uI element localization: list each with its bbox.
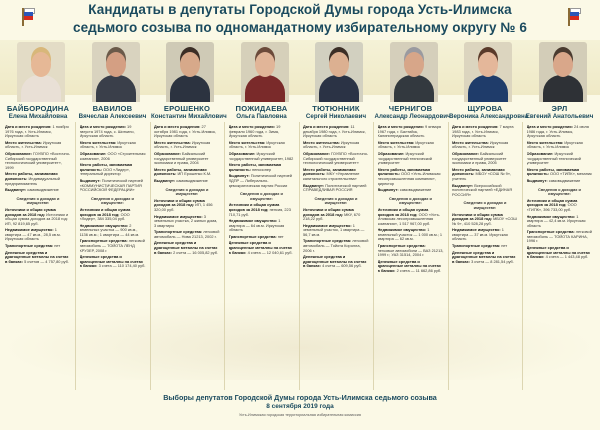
label-education: Образование: <box>228 150 256 156</box>
work-value: пенсионер <box>252 166 272 172</box>
residence-value: Иркутская область, г. Усть-Илимск <box>228 139 285 150</box>
income-section-title: Сведения о доходах и имуществе: <box>538 186 581 197</box>
nominated-value: самовыдвижение <box>176 177 208 183</box>
candidate-name: Сергей Николаевич <box>305 113 367 120</box>
vehicles-value: нет <box>501 243 508 249</box>
realty-value: 1 земельный участок — 1 000 кв.м.; 1 квартира — 62 кв.м. <box>377 227 443 242</box>
label-born: Дата и место рождения: <box>228 125 275 129</box>
label-nominated: Выдвинут: <box>228 173 250 179</box>
nominated-value: самовыдвижение <box>399 187 432 193</box>
realty-value: 1 квартира — 47 кв.м., 28,5 кв.м. Иркутская область <box>5 227 61 242</box>
money-value: 4 счета — 609,56 руб. <box>322 263 362 269</box>
born-value: 24 июля 1986 года, г. Усть-Илимск, Иркутская область <box>526 125 589 139</box>
page-title-line2: седьмого созыва по одномандатному избирательному округу № 6 <box>72 20 528 35</box>
vehicles-value: нет <box>277 233 284 239</box>
label-income: Источники и общая сумма доходов за 2018 год: <box>5 206 56 217</box>
label-money: Денежные средства и драгоценные металлы на счетах в банках: <box>79 254 143 269</box>
label-realty: Недвижимое имущество: <box>79 222 129 228</box>
residence-value: Иркутская область, г. Усть-Илимск <box>79 139 136 150</box>
candidate-photo <box>241 42 289 102</box>
label-residence: Место жительства: <box>228 139 266 145</box>
income-value: Источники и общая сумма доходов за 2018 год: ИП, 92 819,65 руб. <box>5 211 69 226</box>
candidate-photo <box>92 42 140 102</box>
label-education: Образование: <box>5 150 32 156</box>
candidate-photo <box>390 42 438 102</box>
footer-commission: Усть-Илимская городская территориальная избирательная комиссия <box>238 413 361 417</box>
realty-value: 3 земельных участка, 2 жилых дома, 3 квартиры <box>154 213 218 228</box>
realty-value: 1 квартира — 42,4 кв.м. Иркутская область <box>526 213 586 228</box>
born-value: 11 декабря 1980 года, г. Усть-Илимск, Иркутская область <box>303 125 366 139</box>
column-divider <box>373 122 374 390</box>
label-income: Источники и общая сумма доходов за 2018 год: <box>377 206 429 217</box>
label-realty: Недвижимое имущество: <box>526 213 576 219</box>
column-divider <box>522 122 523 390</box>
candidate-surname: ЩУРОВА <box>467 104 503 113</box>
label-education: Образование: <box>303 150 330 156</box>
income-section-title: Сведения о доходах и имуществе: <box>463 200 507 210</box>
label-born: Дата и место рождения: <box>526 125 573 129</box>
vehicles-value: легковой автомобиль — Тойота Королла, 2006 г. <box>303 238 369 253</box>
label-realty: Недвижимое имущество: <box>377 227 427 233</box>
education-value: Байкальский государственный университет экономики и права, 2004 <box>154 150 209 166</box>
education-value: Иркутский государственный технический университет <box>526 150 581 166</box>
work-value: ИП Ерошенко К.М. <box>177 171 212 177</box>
candidate-photo <box>315 42 363 102</box>
label-vehicles: Транспортные средства: <box>377 243 426 249</box>
nominated-value: Политической партией ЛДПР — Либерально-демократическая партия России <box>228 173 292 188</box>
nominated-value: самовыдвижение <box>27 187 59 193</box>
label-work: Место работы, занимаемая должность: <box>377 166 431 177</box>
label-money: Денежные средства и драгоценные металлы на счетах в банках: <box>303 254 367 269</box>
vehicles-value: нет <box>54 243 61 249</box>
candidate-surname: ВАВИЛОВ <box>92 104 133 113</box>
residence-value: Иркутская область, г. Усть-Илимск <box>303 139 360 150</box>
page-title-line1: Кандидаты в депутаты Городской Думы города Усть-Илимска <box>88 2 512 17</box>
label-nominated: Выдвинут: <box>5 187 27 193</box>
flag-icon <box>568 8 570 26</box>
realty-value: 1 квартира — 64 кв.м. Иркутская область <box>228 218 285 233</box>
residence-value: Иркутская область, г. Усть-Илимск <box>526 139 583 150</box>
income-section-title: Сведения о доходах и имуществе: <box>389 195 432 206</box>
candidate-name: Вероника Александровна <box>449 113 529 120</box>
born-value: 27 октября 1981 года, г. Усть-Илимск, Иркутская область <box>154 125 217 139</box>
label-nominated: Выдвинут: <box>526 177 548 183</box>
candidate-name: Евгений Анатольевич <box>525 113 594 120</box>
label-vehicles: Транспортные средства: <box>303 238 352 244</box>
nominated-value: Всероссийской политической партией «ЕДИНАЯ РОССИЯ» <box>452 182 513 197</box>
label-work: Место работы, занимаемая должность: <box>303 166 356 177</box>
label-nominated: Выдвинут: <box>452 182 474 188</box>
label-work: Место работы, занимаемая должность: <box>5 171 58 181</box>
label-money: Денежные средства и драгоценные металлы на счетах в банках: <box>228 240 292 255</box>
born-value: 9 января 1967 года, г. Балтийск, Калининградская область <box>377 125 441 139</box>
income-value: МБОУ «СОШ № 9», 410 528,28 руб. <box>452 216 517 226</box>
column-divider <box>75 122 76 390</box>
born-value: 1 ноября 1976 года, г. Усть-Илимск, Иркутская область <box>5 125 69 139</box>
label-income: Источники и общая сумма доходов за 2018 год: <box>228 202 280 212</box>
label-vehicles: Транспортные средства: <box>452 243 501 249</box>
column-divider <box>299 122 300 390</box>
column-divider <box>150 122 151 390</box>
residence-value: Иркутская область, г. Усть-Илимск <box>452 139 509 150</box>
label-realty: Недвижимое имущество: <box>452 227 501 233</box>
work-value: Индивидуальный предприниматель <box>5 175 60 186</box>
label-income: Источники и общая сумма доходов за 2018 год: <box>154 197 205 208</box>
work-value: МБОУ «СОШ № 9», учитель <box>452 171 511 181</box>
candidate-name: Ольга Павловна <box>236 113 287 120</box>
label-residence: Место жительства: <box>452 139 489 145</box>
label-vehicles: Транспортные средства: <box>79 238 128 244</box>
label-residence: Место жительства: <box>303 139 340 145</box>
column-divider <box>224 122 225 390</box>
label-nominated: Выдвинут: <box>79 177 101 183</box>
label-nominated: Выдвинут: <box>303 182 325 188</box>
income-section-title: Сведения о доходах и имуществе: <box>165 186 209 197</box>
income-section-title: Сведения о доходах и имуществе: <box>314 195 358 206</box>
label-work: Место работы, занимаемая должность: <box>228 162 282 172</box>
label-born: Дата и место рождения: <box>154 125 201 129</box>
label-education: Образование: <box>452 150 479 156</box>
candidate-surname: ПОЖИДАЕВА <box>235 104 288 113</box>
label-residence: Место жительства: <box>5 139 42 145</box>
label-nominated: Выдвинут: <box>377 187 399 193</box>
label-vehicles: Транспортные средства: <box>5 243 54 249</box>
label-money: Денежные средства и драгоценные металлы на счетах в банках: <box>452 249 516 264</box>
candidate-name: Вячеслав Алексеевич <box>78 113 147 120</box>
label-work: Место работы, занимаемая должность: <box>154 166 207 177</box>
income-value: ООО «Усть-Илимская лесопромышленная компания», 1 517 967,00 руб. <box>377 211 441 226</box>
income-value: ООО «Лидер», 384 335,04 руб. <box>79 211 130 222</box>
label-education: Образование: <box>154 150 181 156</box>
label-residence: Место жительства: <box>526 139 564 145</box>
label-born: Дата и место рождения: <box>5 125 52 129</box>
income-section-title: Сведения о доходах и имуществе: <box>16 195 60 206</box>
education-value: Байкальский государственный университет экономики и права, 2005 <box>452 150 507 166</box>
vehicles-value: легковые автомобили — ВАЗ 21213, 1999 г.; УАЗ 31514, 2004 г. <box>377 247 444 258</box>
label-vehicles: Транспортные средства: <box>228 233 277 239</box>
income-section-title: Сведения о доходах и имуществе: <box>240 191 283 201</box>
label-residence: Место жительства: <box>79 139 117 145</box>
footer-title: Выборы депутатов Городской Думы города Усть-Илимска седьмого созыва <box>163 393 437 402</box>
income-value: МКУ, 670 218,22 руб. <box>303 211 361 222</box>
born-value: 7 марта 1983 года, г. Усть-Илимск, Иркутская область <box>452 125 514 139</box>
education-value: ООО «Строительная компания», 2006 <box>79 150 146 161</box>
born-value: 19 августа 1974 года, с. Шиткино, Иркутская область <box>79 125 135 139</box>
candidate-info <box>154 125 220 430</box>
nominated-value: Политической партией СПРАВЕДЛИВАЯ РОССИЯ <box>303 182 367 193</box>
label-realty: Недвижимое имущество: <box>154 213 203 219</box>
label-work: Место работы, занимаемая должность: <box>79 162 133 172</box>
label-residence: Место жительства: <box>377 139 415 145</box>
footer-date: 8 сентября 2019 года <box>266 403 334 410</box>
candidate-surname: ЕРОШЕНКО <box>163 104 211 113</box>
realty-value: 2 земельных участка — 900 кв.м., 1136 кв.м.; 1 квартира — 44 кв.м. <box>79 222 140 237</box>
flag-icon <box>22 8 24 26</box>
work-value: ООО «Усть-Илимская лесопромышленная компания», директор <box>377 171 441 186</box>
money-value: 5 счетов — 4 757,80 руб. <box>24 258 69 264</box>
candidate-surname: ТЮТЮННИК <box>312 104 360 113</box>
candidate-info <box>452 125 518 430</box>
income-value: ООО «ТИПК», 396 733,00 руб. <box>526 202 577 212</box>
label-realty: Недвижимое имущество: <box>5 227 54 233</box>
work-value: ООО «Лидер», генеральный директор <box>79 166 130 177</box>
nominated-value: самовыдвижение <box>548 177 581 183</box>
candidate-name: Константин Михайлович <box>151 113 227 120</box>
candidate-surname: ЭРЛ <box>551 104 568 113</box>
candidate-info <box>80 125 146 430</box>
label-nominated: Выдвинут: <box>154 177 176 183</box>
candidate-photo <box>17 42 65 102</box>
column-divider <box>448 122 449 390</box>
candidate-name: Елена Михайловна <box>8 113 68 120</box>
label-born: Дата и место рождения: <box>452 125 499 129</box>
nominated-value: Политической партией «КОММУНИСТИЧЕСКАЯ ПАРТИЯ РОССИЙСКОЙ ФЕДЕРАЦИИ» <box>79 177 143 193</box>
label-money: Денежные средства и драгоценные металлы на счетах в банках: <box>154 240 218 255</box>
candidate-surname: БАЙБОРОДИНА <box>6 104 70 113</box>
label-realty: Недвижимое имущество: <box>228 218 278 224</box>
candidate-surname: ЧЕРНИГОВ <box>388 104 433 113</box>
label-money: Денежные средства и драгоценные металлы на счетах в банках: <box>377 258 441 274</box>
label-money: Денежные средства и драгоценные металлы на счетах в банках: <box>526 245 590 260</box>
label-income: Источники и общая сумма доходов за 2018 год: <box>303 206 354 217</box>
income-value: ИП, 1 456 320,00 руб. <box>154 202 213 212</box>
money-value: 2 счета — 11 662,86 руб. <box>396 268 442 274</box>
money-value: 2 счета — 16 005,82 руб. <box>173 249 219 255</box>
money-value: 4 счета — 12 040,61 руб. <box>247 249 293 255</box>
label-vehicles: Транспортные средства: <box>154 229 203 235</box>
education-value: ГОУВПО «Восточно-Сибирский государственный технологический университет», 1999 <box>5 150 71 170</box>
label-born: Дата и место рождения: <box>79 125 126 129</box>
realty-value: 1 земельный участок, 1 квартира — 56,7 кв.м. <box>303 222 365 237</box>
label-work: Место работы, занимаемая должность: <box>452 166 505 177</box>
label-born: Дата и место рождения: <box>377 125 424 129</box>
residence-value: Иркутская область, г. Усть-Илимск <box>5 139 62 150</box>
label-education: Образование: <box>79 150 107 156</box>
candidate-name: Александр Леонардович <box>374 113 451 120</box>
money-value: 3 счета — 110 174,40 руб. <box>98 263 146 269</box>
candidate-info <box>527 125 593 430</box>
label-money: Денежные средства и драгоценные металлы на счетах в банках: <box>5 249 69 264</box>
label-born: Дата и место рождения: <box>303 125 350 129</box>
education-value: ГОУВПО «Восточно-Сибирский государственный технологический университет» <box>303 150 369 166</box>
label-vehicles: Транспортные средства: <box>526 229 575 235</box>
education-value: Иркутский государственный технический университет <box>377 150 432 166</box>
money-value: 4 счета — 1 443,48 руб. <box>545 254 589 260</box>
candidate-photo <box>539 42 587 102</box>
candidate-info <box>229 125 295 430</box>
residence-value: Иркутская область, г. Усть-Илимск <box>154 139 211 150</box>
candidate-info <box>5 125 71 430</box>
label-realty: Недвижимое имущество: <box>303 222 352 228</box>
work-value: МКУ «Управление капитального строительства» <box>303 171 360 181</box>
label-residence: Место жительства: <box>154 139 191 145</box>
label-income: Источники и общая сумма доходов за 2018 год: <box>526 197 578 208</box>
vehicles-value: легковой автомобиль — Нива 21213, 2002 г. <box>154 229 220 239</box>
label-income: Источники и общая сумма доходов за 2018 год: <box>79 206 131 217</box>
label-education: Образование: <box>526 150 554 156</box>
vehicles-value: легковой автомобиль — ТОЙОТА КАРИНА, 1996 г. <box>526 229 592 244</box>
born-value: 19 февраля 1960 года, г. Зима, Иркутская область <box>228 125 281 139</box>
income-section-title: Сведения о доходах и имуществе: <box>91 195 134 206</box>
label-work: Место работы, занимаемая должность: <box>526 166 580 177</box>
label-income: Источники и общая сумма доходов за 2018 год: <box>452 211 503 222</box>
candidate-photo <box>464 42 512 102</box>
work-value: ООО «ТИПК», механик <box>550 171 592 177</box>
money-value: 3 счета — 8 281,54 руб. <box>471 258 514 264</box>
candidate-info <box>303 125 369 430</box>
label-education: Образование: <box>377 150 405 156</box>
income-value: пенсия, 223 710,71 руб. <box>228 206 291 217</box>
realty-value: 1 квартира — 37 кв.м. Иркутская область <box>452 227 508 242</box>
candidate-photo <box>166 42 214 102</box>
vehicles-value: легковой автомобиль — ТОЙОТА ЛЕНД КРУЗЕР, 2008 г. <box>79 238 145 253</box>
candidate-info <box>378 125 444 430</box>
residence-value: Иркутская область, г. Усть-Илимск <box>377 139 434 150</box>
education-value: Иркутский государственный университет, 1982 <box>228 150 294 161</box>
